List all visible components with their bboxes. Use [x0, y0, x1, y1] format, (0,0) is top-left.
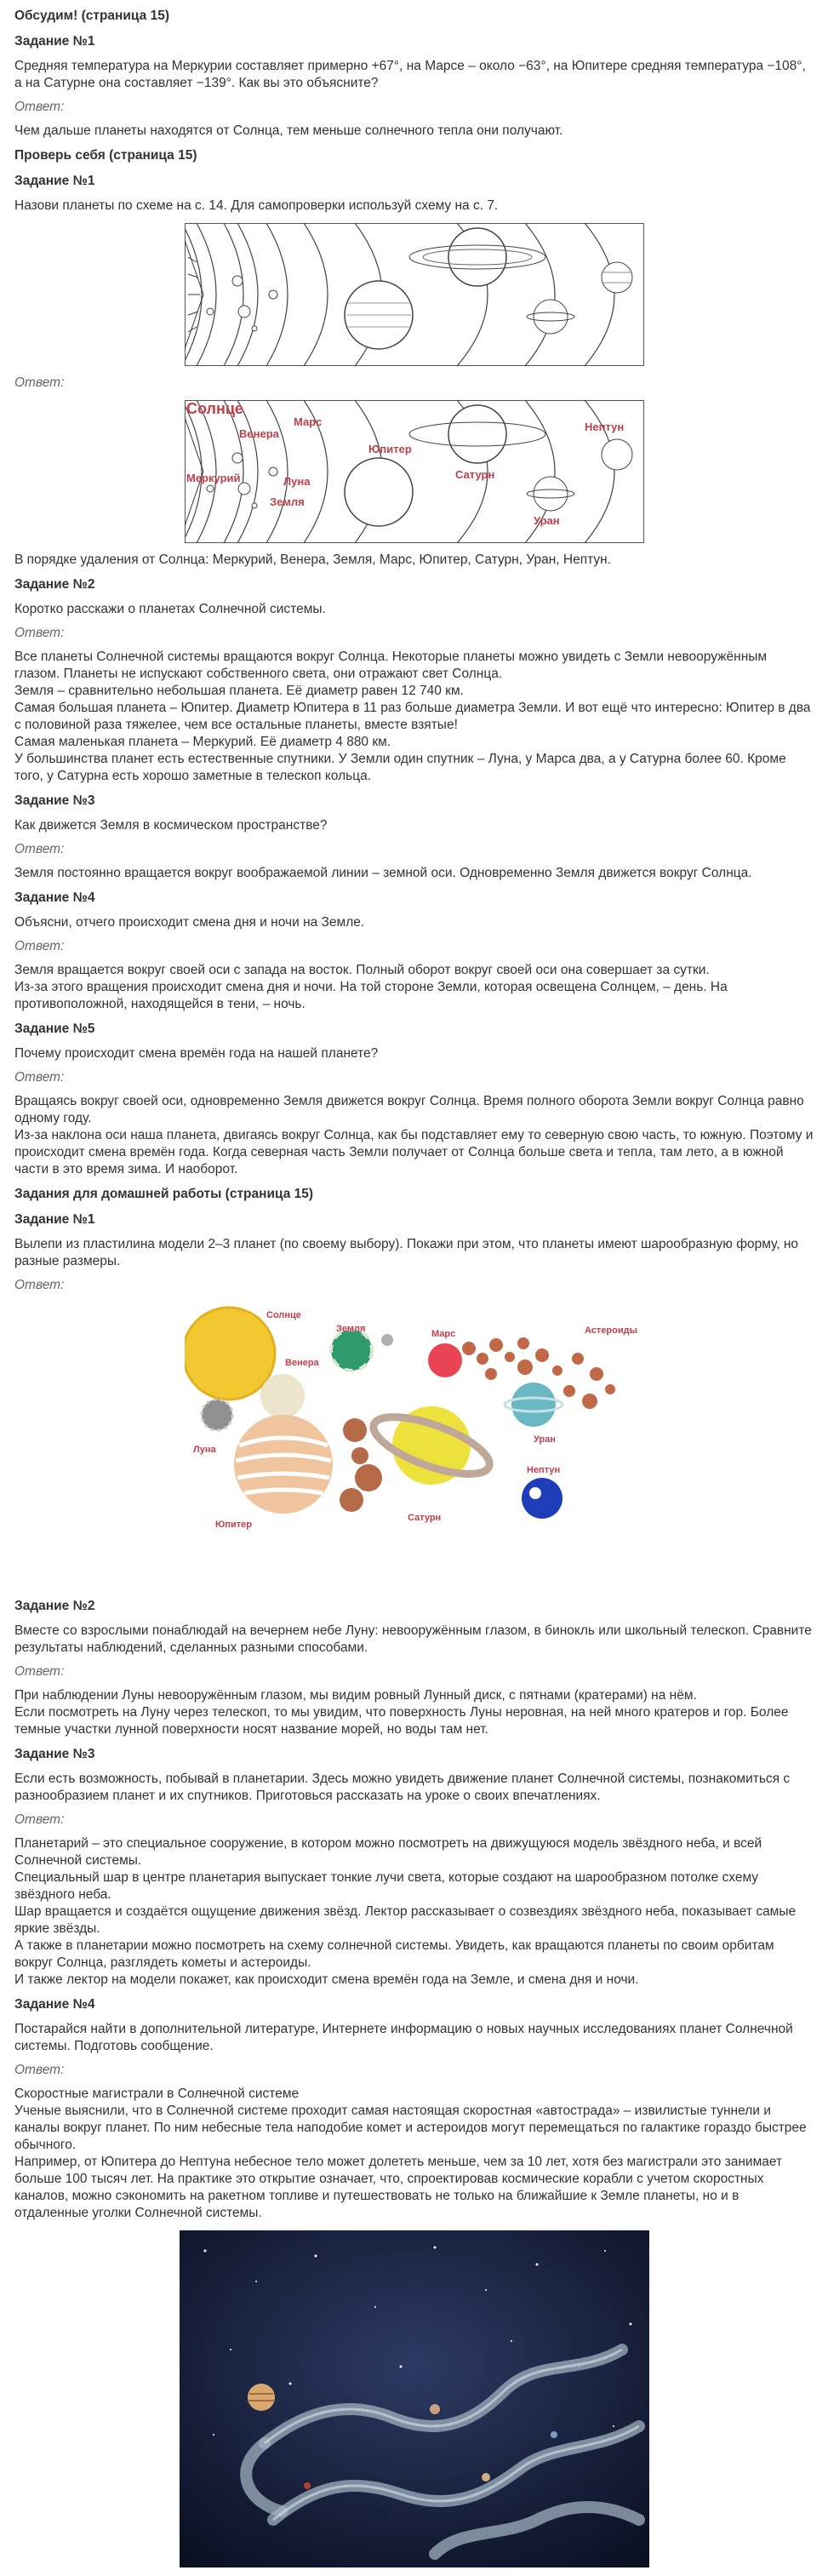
space-highways-image [180, 2230, 649, 2567]
check-t2-answer-0: Все планеты Солнечной системы вращаются вокруг Солнца. Некоторые планеты можно увидеть с Земли невооружённым глазом. Планеты не испускают собственного света, они отражают свет Солнца. [14, 650, 768, 681]
check-title: Проверь себя (страница 15) [14, 148, 197, 163]
homework-h4-question: Постарайся найти в дополнительной литературе, Интернете информацию о новых научных исследованиях планет Солнечной системы. Подготовь сообщение. [14, 2022, 793, 2053]
homework-h4-title: Задание №4 [14, 1997, 95, 2012]
scheme-label-mars: Марс [294, 415, 323, 428]
homework-h4-answer-1: Ученые выяснили, что в Солнечной системе проходит самая настоящая скоростная «автострада» – извилистые туннели и каналы вокруг планет. По ним небесные тела наподобие комет и астероидов могут перемещаться по галактике гораздо быстрее обычного. [14, 2104, 807, 2152]
check-t4-answer-1: Из-за этого вращения происходит смена дня и ночи. На той стороне Земли, которая освещена Солнцем, – день. На противоположной, находящейся в тени, – ночь. [14, 980, 728, 1011]
answer-label: Ответ: [14, 1278, 65, 1292]
check-t2-title: Задание №2 [14, 577, 95, 592]
clay-label-moon: Луна [193, 1445, 216, 1455]
solar-scheme-labeled [185, 400, 644, 543]
homework-h3-question: Если есть возможность, побывай в планетарии. Здесь можно увидеть движение планет Солнечной системы, познакомиться с разнообразием планет и их спутников. Приготовься рассказать на уроке о своих впечатлениях. [14, 1772, 791, 1803]
homework-h3-answer-0: Планетарий – это специальное сооружение, в котором можно посмотреть на движущуюся модель звёздного неба, и всей Солнечной системы. [14, 1836, 762, 1868]
homework-h3-answer-1: Специальный шар в центре планетария выпускает тонкие лучи света, которые создают на шарообразном потолке схему звёздного неба. [14, 1870, 759, 1902]
check-t3-title: Задание №3 [14, 793, 95, 808]
homework-h1-question: Вылепи из пластилина модели 2–3 планет (по своему выбору). Покажи при этом, что планеты имеют шарообразную форму, но разные размеры. [14, 1237, 799, 1268]
homework-h2-question: Вместе со взрослыми понаблюдай на вечернем небе Луну: невооружённым глазом, в бинокль или школьный телескоп. Сравните результаты наблюдений, сделанных разными способами. [14, 1623, 812, 1655]
check-t1-answer: В порядке удаления от Солнца: Меркурий, Венера, Земля, Марс, Юпитер, Сатурн, Уран, Нептун. [14, 552, 611, 567]
discuss-task1-title: Задание №1 [14, 34, 95, 49]
check-t2-question: Коротко расскажи о планетах Солнечной системы. [14, 602, 326, 616]
homework-title: Задания для домашней работы (страница 15) [14, 1187, 314, 1201]
answer-label: Ответ: [14, 939, 65, 953]
scheme-label-moon: Луна [283, 475, 311, 488]
homework-h3-answer-4: И также лектор на модели покажет, как происходит смена времён года на Земле, и смена дня и ночи. [14, 1972, 639, 1987]
check-t2-answer-4: У большинства планет есть естественные спутники. У Земли один спутник – Луна, у Марса два, а у Сатурна более 60. Кроме того, у Сатурна есть хорошо заметные в телескоп кольца. [14, 752, 786, 783]
check-t3-question: Как движется Земля в космическом пространстве? [14, 818, 328, 833]
discuss-title: Обсудим! (страница 15) [14, 9, 169, 23]
clay-label-jupiter: Юпитер [215, 1520, 252, 1530]
homework-h2-title: Задание №2 [14, 1599, 95, 1613]
discuss-task1-question: Средняя температура на Меркурии составляет примерно +67°, на Марсе – около −63°, на Юпитере средняя температура −108°, а на Сатурне она составляет −139°. Как вы это объясните? [14, 59, 806, 90]
scheme-label-sun: Солнце [186, 400, 243, 417]
answer-label: Ответ: [14, 100, 65, 114]
clay-label-mars: Марс [431, 1329, 456, 1339]
homework-h3-answer-2: Шар вращается и создаётся ощущение движения звёзд. Лектор рассказывает о созвездиях звёздного неба, показывает самые яркие звёзды. [14, 1904, 797, 1936]
check-t4-title: Задание №4 [14, 890, 95, 905]
homework-h3-answer-3: А также в планетарии можно посмотреть на схему солнечной системы. Увидеть, как вращаются планеты по своим орбитам вокруг Солнца, разглядеть кометы и астероиды. [14, 1938, 774, 1970]
check-t2-answer-2: Самая большая планета – Юпитер. Диаметр Юпитера в 11 раз больше диаметра Земли. И вот ещё что интересно: Юпитер в два с половиной раза тяжелее, чем все остальные планеты, вместе взятые! [14, 701, 811, 732]
answer-label: Ответ: [14, 375, 65, 390]
check-t4-answer-0: Земля вращается вокруг своей оси с запада на восток. Полный оборот вокруг своей оси она совершает за сутки. [14, 963, 710, 977]
homework-h4-answer-0: Скоростные магистрали в Солнечной системе [14, 2087, 300, 2101]
scheme-label-mercury: Меркурий [186, 472, 241, 484]
answer-label: Ответ: [14, 1812, 65, 1827]
solar-scheme-blank [185, 223, 644, 366]
scheme-label-saturn: Сатурн [455, 468, 495, 481]
check-t1-question: Назови планеты по схеме на с. 14. Для самопроверки используй схему на с. 7. [14, 198, 499, 213]
scheme-label-jupiter: Юпитер [368, 443, 412, 455]
clay-label-saturn: Сатурн [408, 1513, 442, 1523]
check-t4-question: Объясни, отчего происходит смена дня и ночи на Земле. [14, 915, 365, 930]
clay-label-sun: Солнце [266, 1310, 301, 1320]
homework-h3-title: Задание №3 [14, 1747, 95, 1761]
scheme-label-earth: Земля [270, 495, 305, 508]
discuss-task1-answer: Чем дальше планеты находятся от Солнца, тем меньше солнечного тепла они получают. [14, 123, 563, 138]
answer-label: Ответ: [14, 626, 65, 640]
check-t2-answer-3: Самая маленькая планета – Меркурий. Её диаметр 4 880 км. [14, 735, 391, 749]
check-t3-answer: Земля постоянно вращается вокруг воображаемой линии – земной оси. Одновременно Земля движется вокруг Солнца. [14, 866, 752, 880]
clay-planets-photo [185, 1302, 644, 1549]
check-t5-question: Почему происходит смена времён года на нашей планете? [14, 1046, 379, 1061]
answer-label: Ответ: [14, 842, 65, 856]
check-t2-answer-1: Земля – сравнительно небольшая планета. Её диаметр равен 12 740 км. [14, 684, 464, 698]
clay-label-earth: Земля [336, 1324, 366, 1334]
homework-h1-title: Задание №1 [14, 1212, 95, 1227]
check-t5-answer-0: Вращаясь вокруг своей оси, одновременно Земля движется вокруг Солнца. Время полного оборота Земли вокруг Солнца равно одному году. [14, 1094, 804, 1125]
scheme-label-neptune: Нептун [585, 421, 625, 433]
answer-label: Ответ: [14, 2063, 65, 2077]
check-t1-title: Задание №1 [14, 174, 95, 188]
clay-label-neptune: Нептун [527, 1465, 561, 1475]
clay-label-asteroids: Астероиды [585, 1325, 637, 1336]
clay-label-venus: Венера [285, 1358, 319, 1368]
clay-label-uranus: Уран [534, 1434, 556, 1445]
scheme-label-uranus: Уран [534, 514, 560, 527]
scheme-label-venus: Венера [239, 427, 279, 440]
answer-label: Ответ: [14, 1070, 65, 1085]
article [14, 0, 814, 2576]
check-t5-answer-1: Из-за наклона оси наша планета, двигаясь вокруг Солнца, как бы подставляет ему то северную свою часть, то южную. Поэтому и происходит смена времён года. Когда северная часть Земли получает от Солнца больше света и тепла, там лето, а в южной части в это время зима. И наоборот. [14, 1128, 814, 1176]
check-t5-title: Задание №5 [14, 1022, 95, 1036]
answer-label: Ответ: [14, 1664, 65, 1679]
homework-h2-answer-1: Если посмотреть на Луну через телескоп, то мы увидим, что поверхность Луны неровная, на ней много кратеров и гор. Более темные участки лунной поверхности носят название морей, но воды там нет. [14, 1705, 789, 1737]
homework-h2-answer-0: При наблюдении Луны невооружённым глазом, мы видим ровный Лунный диск, с пятнами (кратерами) на нём. [14, 1688, 697, 1703]
homework-h4-answer-2: Например, от Юпитера до Нептуна небесное тело может долететь меньше, чем за 10 лет, хотя без магистрали это занимает больше 100 тысяч лет. На практике это открытие означает, что, спроектировав космические корабли с учетом скоростных каналов, можно сэкономить на ракетном топливе и путешествовать не только на ближайшие к Земле планеты, но и в отдаленные уголки Солнечной системы. [14, 2155, 783, 2220]
